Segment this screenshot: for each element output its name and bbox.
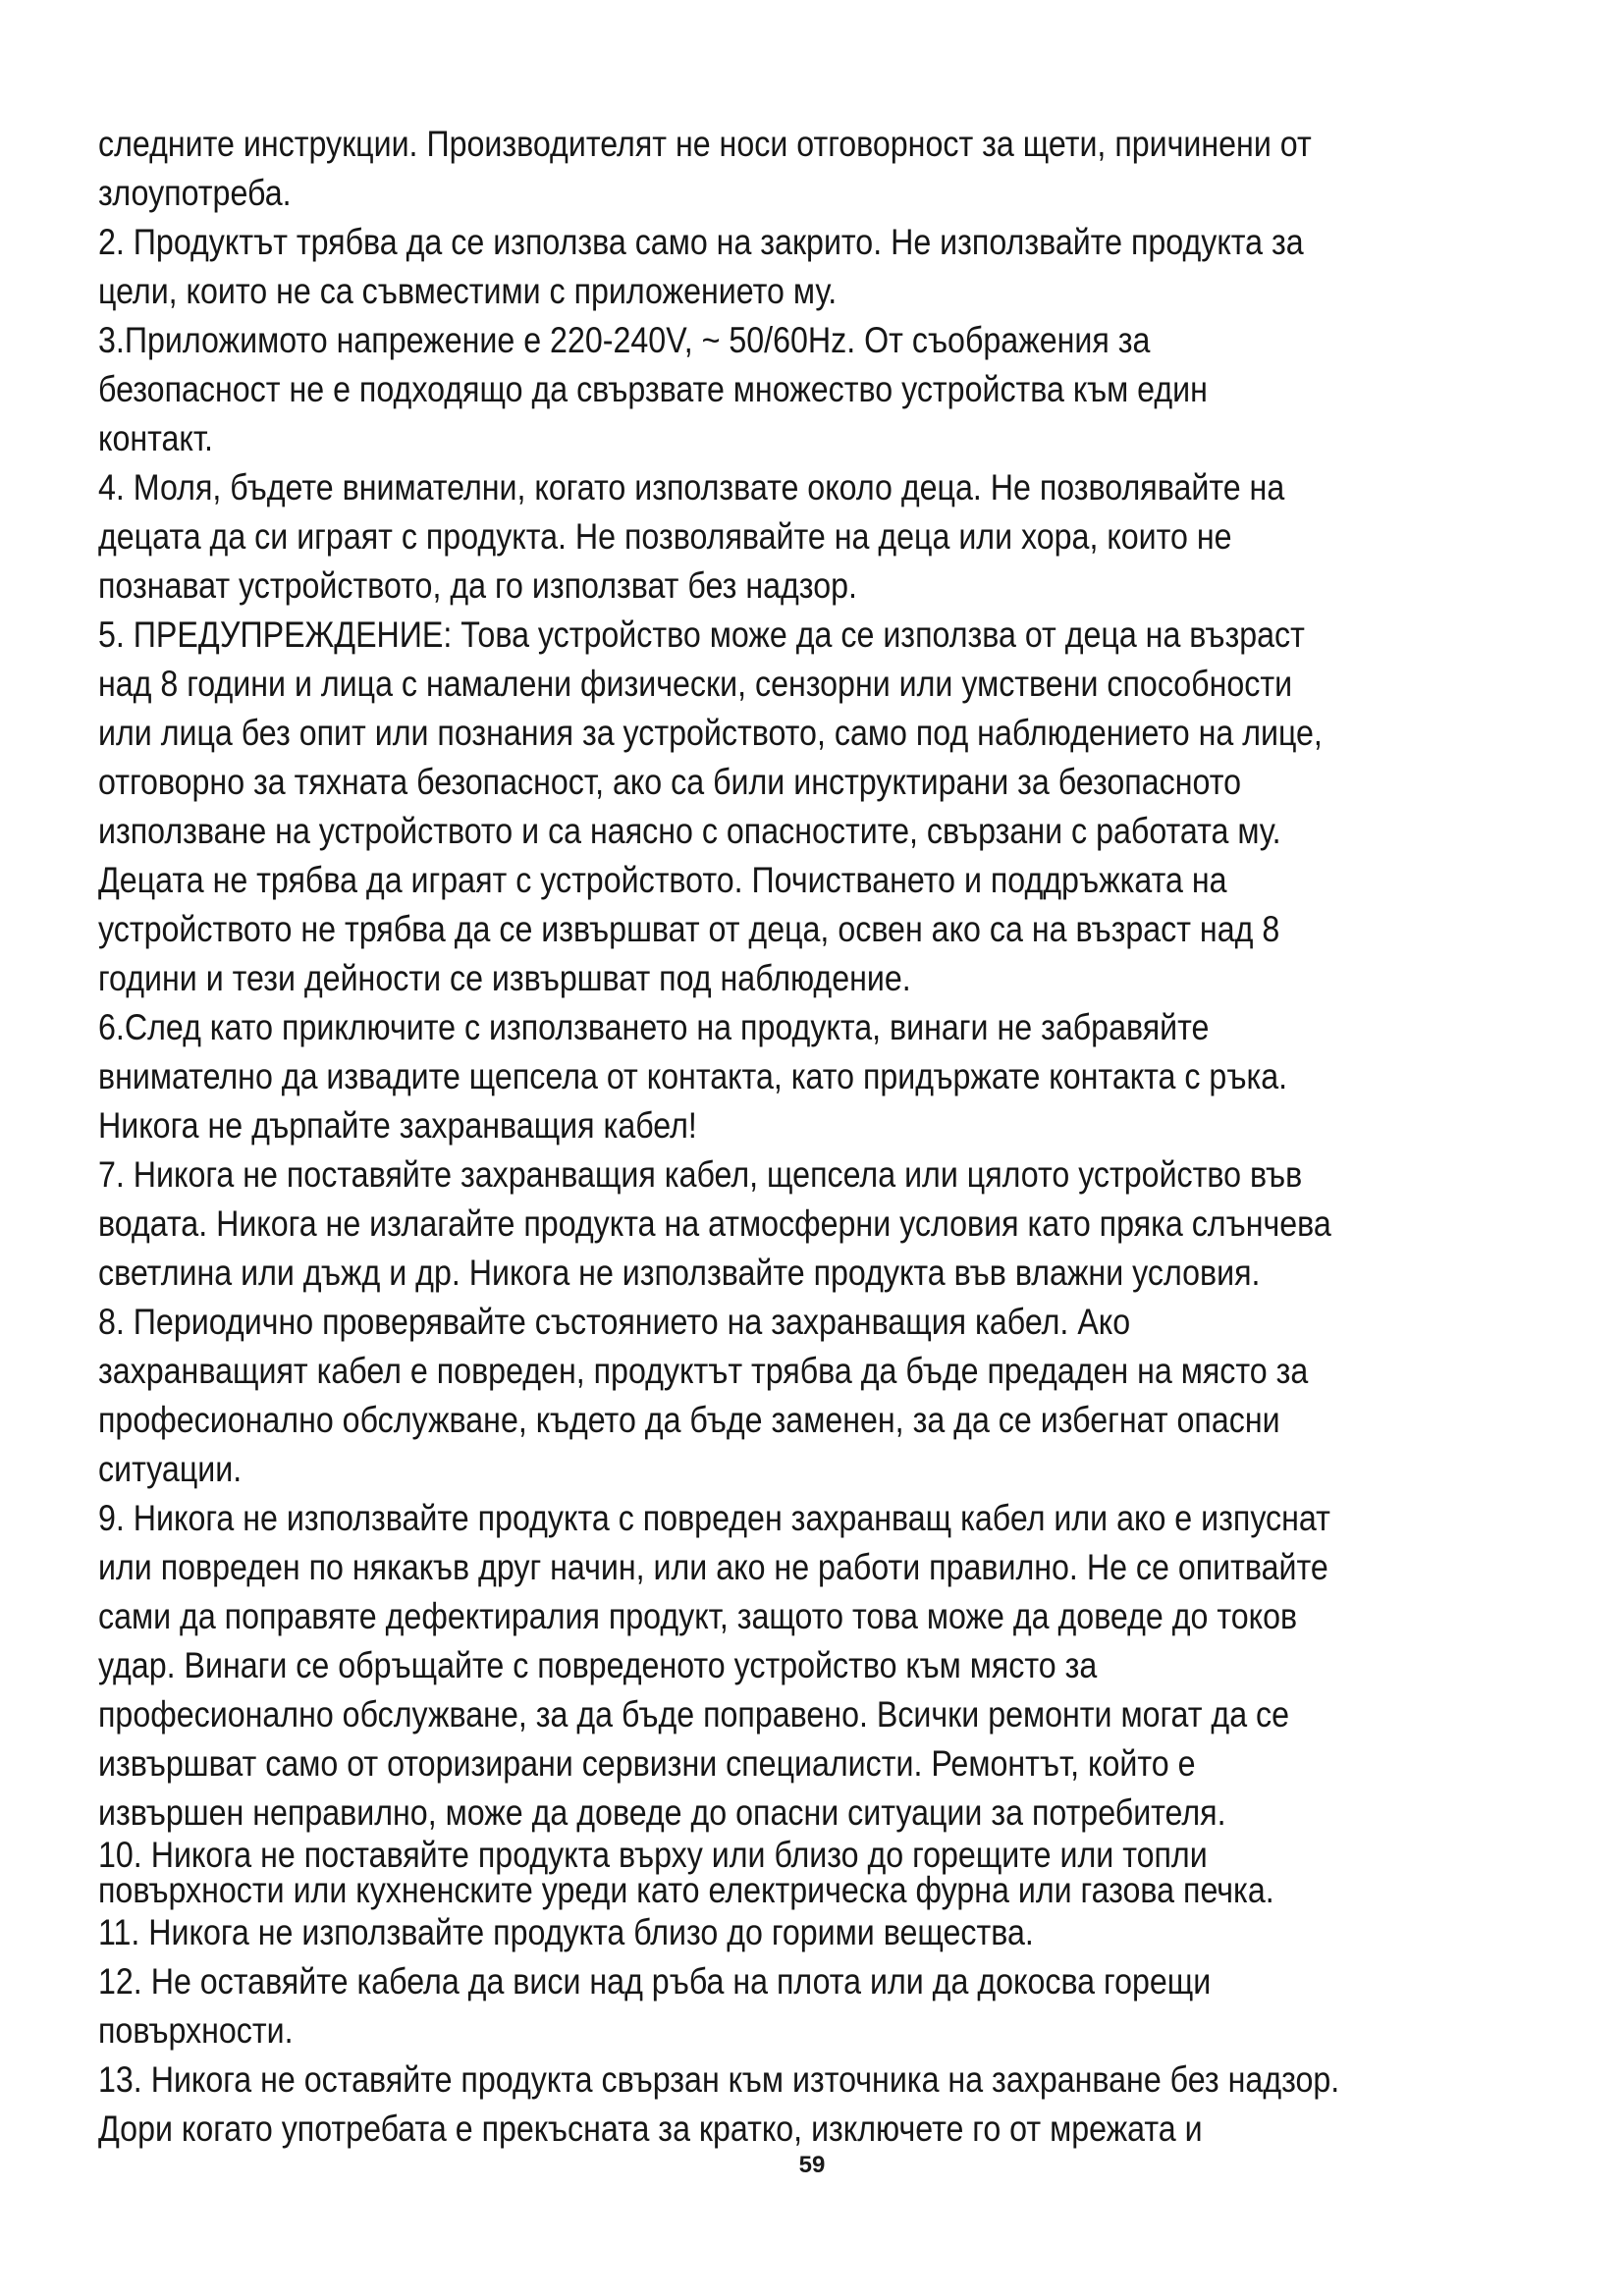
paragraph-item-8 — [98, 1298, 1534, 1494]
text-line: професионално обслужване, за да бъде поправено. Всички ремонти могат да се — [98, 1694, 1290, 1735]
text-line: ситуации. — [98, 1449, 243, 1489]
text-line: 4. Моля, бъдете внимателни, когато използвате около деца. Не позволявайте на — [98, 467, 1285, 507]
text-line: използване на устройството и са наясно с опасностите, свързани с работата му. — [98, 811, 1281, 851]
text-line: сами да поправяте дефектиралия продукт, защото това може да доведе до токов — [98, 1596, 1298, 1636]
paragraph-intro — [98, 120, 1534, 218]
text-line: 9. Никога не използвайте продукта с повреден захранващ кабел или ако е изпуснат — [98, 1498, 1330, 1538]
text-line: повърхности. — [98, 2010, 294, 2051]
text-line: години и тези дейности се извършват под наблюдение. — [98, 958, 911, 998]
text-line: отговорно за тяхната безопасност, ако са били инструктирани за безопасното — [98, 762, 1241, 802]
paragraph-item-9 — [98, 1494, 1534, 1838]
text-line: 13. Никога не оставяйте продукта свързан към източника на захранване без надзор. — [98, 2059, 1340, 2100]
text-line: 10. Никога не поставяйте продукта върху или близо до горещите или топли — [98, 1835, 1208, 1875]
text-line: устройството не трябва да се извършват от деца, освен ако са на възраст над 8 — [98, 909, 1280, 949]
text-line: извършен неправилно, може да доведе до опасни ситуации за потребителя. — [98, 1792, 1226, 1833]
text-line: над 8 години и лица с намалени физически, сензорни или умствени способности — [98, 664, 1293, 704]
paragraph-item-2 — [98, 218, 1534, 316]
text-line: захранващият кабел е повреден, продуктът трябва да бъде предаден на място за — [98, 1351, 1309, 1391]
paragraph-item-7 — [98, 1150, 1534, 1298]
text-line: злоупотреба. — [98, 173, 292, 213]
text-line: следните инструкции. Производителят не носи отговорност за щети, причинени от — [98, 124, 1312, 164]
body-text — [98, 120, 1534, 2154]
paragraph-item-11 — [98, 1908, 1534, 1957]
text-line: Никога не дърпайте захранващия кабел! — [98, 1105, 697, 1146]
paragraph-item-12 — [98, 1957, 1534, 2056]
text-line: 6.След като приключите с използването на продукта, винаги не забравяйте — [98, 1007, 1210, 1047]
text-line: 11. Никога не използвайте продукта близо до горими вещества. — [98, 1912, 1034, 1952]
text-line: 8. Периодично проверявайте състоянието на захранващия кабел. Ако — [98, 1302, 1131, 1342]
paragraph-item-3 — [98, 316, 1534, 463]
paragraph-item-6 — [98, 1003, 1534, 1150]
page-number: 59 — [798, 2152, 826, 2178]
text-line: 7. Никога не поставяйте захранващия кабел, щепсела или цялото устройство във — [98, 1154, 1303, 1195]
text-line: 5. ПРЕДУПРЕЖДЕНИЕ: Това устройство може да се използва от деца на възраст — [98, 614, 1305, 655]
text-line: професионално обслужване, където да бъде заменен, за да се избегнат опасни — [98, 1400, 1280, 1440]
text-line: повърхности или кухненските уреди като електрическа фурна или газова печка. — [98, 1870, 1274, 1910]
text-line: децата да си играят с продукта. Не позволявайте на деца или хора, които не — [98, 516, 1232, 557]
text-line: 3.Приложимото напрежение е 220-240V, ~ 50/60Hz. От съображения за — [98, 320, 1151, 360]
text-line: Дори когато употребата е прекъсната за кратко, изключете го от мрежата и — [98, 2109, 1203, 2149]
paragraph-item-5-warning — [98, 611, 1534, 1003]
paragraph-item-13 — [98, 2056, 1534, 2154]
text-line: 2. Продуктът трябва да се използва само на закрито. Не използвайте продукта за — [98, 222, 1304, 262]
text-line: или повреден по някакъв друг начин, или ако не работи правилно. Не се опитвайте — [98, 1547, 1328, 1587]
paragraph-item-10 — [98, 1835, 1534, 1910]
paragraph-item-4 — [98, 463, 1534, 611]
text-line: контакт. — [98, 418, 213, 458]
text-line: безопасност не е подходящо да свързвате множество устройства към един — [98, 369, 1208, 409]
text-line: водата. Никога не излагайте продукта на атмосферни условия като пряка слънчева — [98, 1203, 1331, 1244]
text-line: или лица без опит или познания за устройството, само под наблюдението на лице, — [98, 713, 1323, 753]
text-line: удар. Винаги се обръщайте с повреденото устройство към място за — [98, 1645, 1098, 1685]
text-line: светлина или дъжд и др. Никога не използвайте продукта във влажни условия. — [98, 1253, 1261, 1293]
text-line: извършват само от оторизирани сервизни специалисти. Ремонтът, който е — [98, 1743, 1196, 1784]
text-line: внимателно да извадите щепсела от контакта, като придържате контакта с ръка. — [98, 1056, 1288, 1096]
text-line: познават устройството, да го използват без надзор. — [98, 565, 857, 606]
text-line: цели, които не са съвместими с приложението му. — [98, 271, 838, 311]
text-line: Децата не трябва да играят с устройството. Почистването и поддръжката на — [98, 860, 1227, 900]
text-line: 12. Не оставяйте кабела да виси над ръба на плота или да докосва горещи — [98, 1961, 1212, 2002]
